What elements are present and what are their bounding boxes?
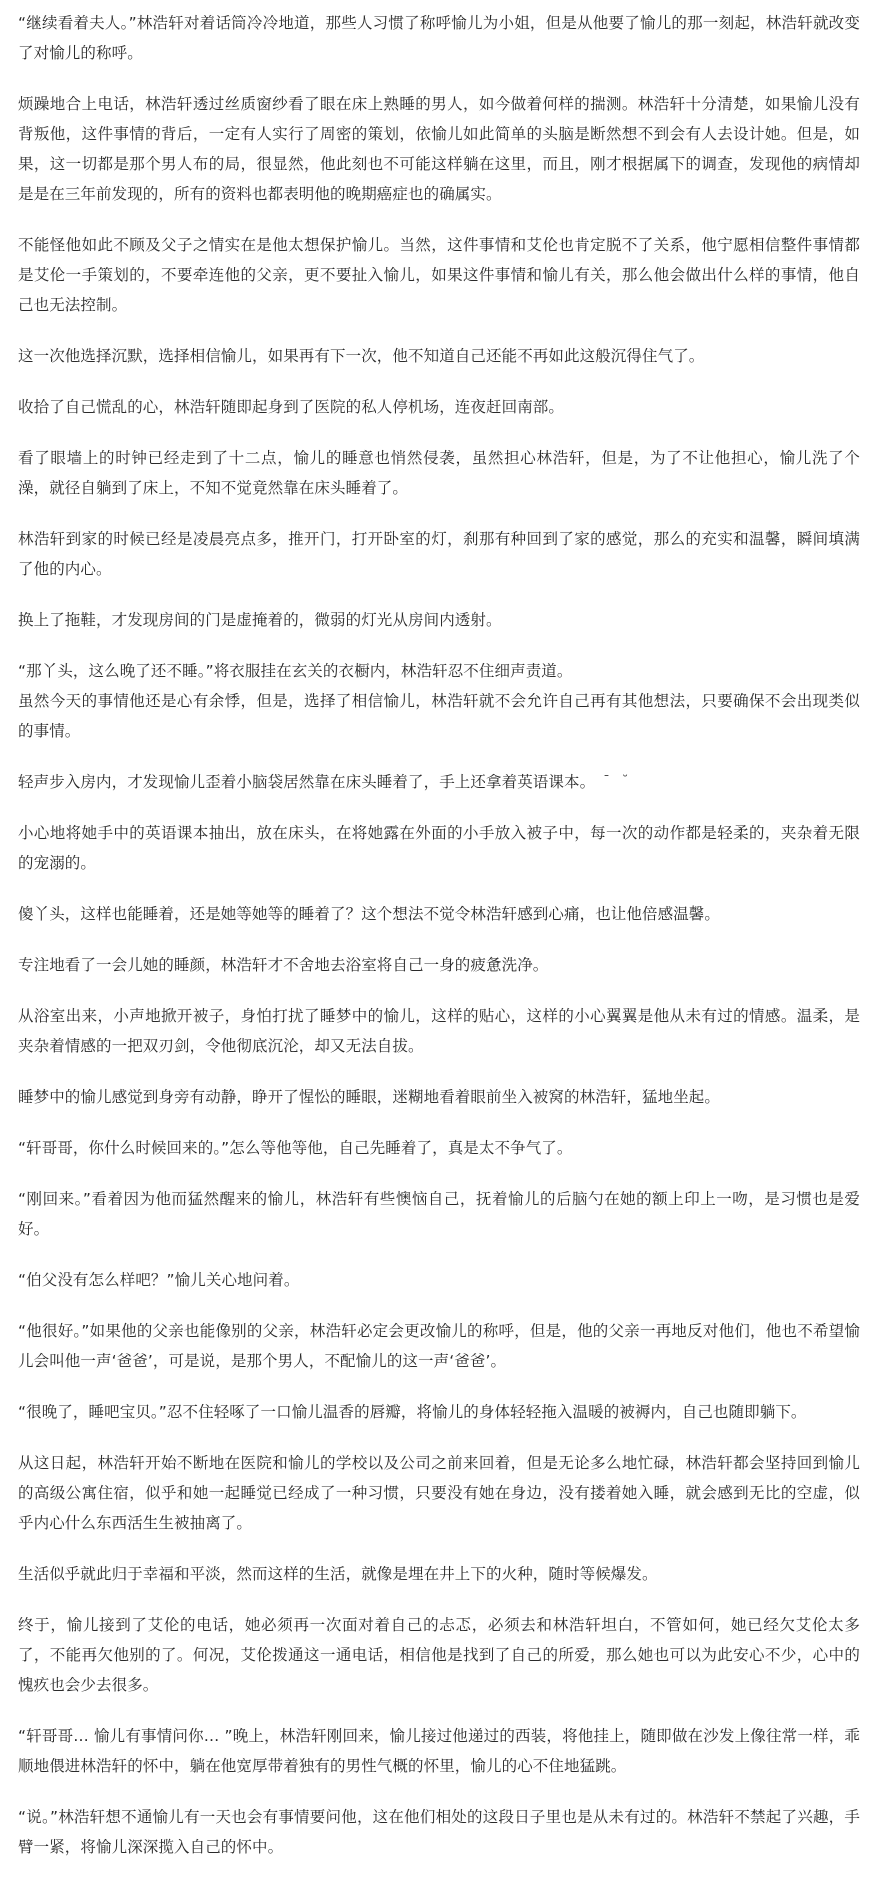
paragraph: 终于，愉儿接到了艾伦的电话，她必须再一次面对着自己的忐忑，必须去和林浩轩坦白，不管如何，她已经欠艾伦太多了，不能再欠他别的了。何况，艾伦拨通这一通电话，相信他是找到了自己的所爱，那么她也可以为此安心不少，心中的愧疚也会少去很多。: [18, 1616, 860, 1694]
paragraph: 不能怪他如此不顾及父子之情实在是他太想保护愉儿。当然，这件事情和艾伦也肯定脱不了关系，他宁愿相信整件事情都是艾伦一手策划的，不要牵连他的父亲，更不要扯入愉儿，如果这件事情和愉儿有关，那么他会做出什么样的事情，他自己也无法控制。: [18, 236, 860, 314]
paragraph: 虽然今天的事情他还是心有余悸，但是，选择了相信愉儿，林浩轩就不会允许自己再有其他想法，只要确保不会出现类似的事情。: [18, 692, 860, 740]
paragraph: “他很好。”如果他的父亲也能像别的父亲，林浩轩必定会更改愉儿的称呼，但是，他的父亲一再地反对他们，他也不希望愉儿会叫他一声‘爸爸’，可是说，是那个男人，不配愉儿的这一声‘爸爸’。: [18, 1322, 860, 1370]
paragraph: 换上了拖鞋，才发现房间的门是虚掩着的，微弱的灯光从房间内透射。: [18, 611, 502, 629]
paragraph: 睡梦中的愉儿感觉到身旁有动静，睁开了惺忪的睡眼，迷糊地看着眼前坐入被窝的林浩轩，猛地坐起。: [18, 1088, 721, 1106]
paragraph: 从浴室出来，小声地掀开被子，身怕打扰了睡梦中的愉儿，这样的贴心，这样的小心翼翼是他从未有过的情感。温柔，是夹杂着情感的一把双刃剑，令他彻底沉沦，却又无法自拔。: [18, 1007, 860, 1055]
paragraph: 这一次他选择沉默，选择相信愉儿，如果再有下一次，他不知道自己还能不再如此这般沉得住气了。: [18, 347, 705, 365]
paragraph: “轩哥哥，你什么时候回来的。”怎么等他等他，自己先睡着了，真是太不争气了。: [18, 1139, 573, 1157]
paragraph: “继续看着夫人。”林浩轩对着话筒冷冷地道，那些人习惯了称呼愉儿为小姐，但是从他要了愉儿的那一刻起，林浩轩就改变了对愉儿的称呼。: [18, 14, 860, 62]
paragraph: 专注地看了一会儿她的睡颜，林浩轩才不舍地去浴室将自己一身的疲惫洗净。: [18, 956, 549, 974]
paragraph: 林浩轩到家的时候已经是凌晨亮点多，推开门，打开卧室的灯，刹那有种回到了家的感觉，那么的充实和温馨，瞬间填满了他的内心。: [18, 530, 860, 578]
paragraph: 收拾了自己慌乱的心，林浩轩随即起身到了医院的私人停机场，连夜赶回南部。: [18, 398, 565, 416]
paragraph: 从这日起，林浩轩开始不断地在医院和愉儿的学校以及公司之前来回着，但是无论多么地忙碌，林浩轩都会坚持回到愉儿的高级公寓住宿，似乎和她一起睡觉已经成了一种习惯，只要没有她在身边，没有搂着她入睡，就会感到无比的空虚，似乎内心什么东西活生生被抽离了。: [18, 1454, 860, 1532]
paragraph: 看了眼墙上的时钟已经走到了十二点，愉儿的睡意也悄然侵袭，虽然担心林浩轩，但是，为了不让他担心，愉儿洗了个澡，就径自躺到了床上，不知不觉竟然靠在床头睡着了。: [18, 449, 860, 497]
paragraph: “很晚了，睡吧宝贝。”忍不住轻啄了一口愉儿温香的唇瓣，将愉儿的身体轻轻拖入温暖的被褥内，自己也随即躺下。: [18, 1403, 807, 1421]
decoration-mark: ¯ ˘: [603, 774, 633, 789]
paragraph: [18, 767, 860, 797]
paragraph: “那丫头，这么晚了还不睡。”将衣服挂在玄关的衣橱内，林浩轩忍不住细声责道。: [18, 662, 573, 680]
paragraph: “轩哥哥… 愉儿有事情问你… ”晚上，林浩轩刚回来，愉儿接过他递过的西装，将他挂上，随即做在沙发上像往常一样，乖顺地偎进林浩轩的怀中，躺在他宽厚带着独有的男性气概的怀里，愉儿的心不住地猛跳。: [18, 1727, 860, 1775]
paragraph-text: 轻声步入房内，才发现愉儿歪着小脑袋居然靠在床头睡着了，手上还拿着英语课本。: [18, 773, 596, 791]
paragraph: 烦躁地合上电话，林浩轩透过丝质窗纱看了眼在床上熟睡的男人，如今做着何样的揣测。林浩轩十分清楚，如果愉儿没有背叛他，这件事情的背后，一定有人实行了周密的策划，依愉儿如此简单的头脑是断然想不到会有人去设计她。但是，如果，这一切都是那个男人布的局，很显然，他此刻也不可能这样躺在这里，而且，刚才根据属下的调查，发现他的病情却是是在三年前发现的，所有的资料也都表明他的晚期癌症也的确属实。: [18, 95, 860, 203]
paragraph: 傻丫头，这样也能睡着，还是她等她等的睡着了？这个想法不觉令林浩轩感到心痛，也让他倍感温馨。: [18, 905, 721, 923]
paragraph: “刚回来。”看着因为他而猛然醒来的愉儿，林浩轩有些懊恼自己，抚着愉儿的后脑勺在她的额上印上一吻，是习惯也是爱好。: [18, 1190, 860, 1238]
paragraph: “说。”林浩轩想不通愉儿有一天也会有事情要问他，这在他们相处的这段日子里也是从未有过的。林浩轩不禁起了兴趣，手臂一紧，将愉儿深深揽入自己的怀中。: [18, 1808, 860, 1856]
paragraph: 生活似乎就此归于幸福和平淡，然而这样的生活，就像是埋在井上下的火种，随时等候爆发。: [18, 1565, 658, 1583]
article-body: [18, 8, 860, 1883]
paragraph: “伯父没有怎么样吧？”愉儿关心地问着。: [18, 1271, 300, 1289]
paragraph: 小心地将她手中的英语课本抽出，放在床头，在将她露在外面的小手放入被子中，每一次的动作都是轻柔的，夹杂着无限的宠溺的。: [18, 824, 860, 872]
